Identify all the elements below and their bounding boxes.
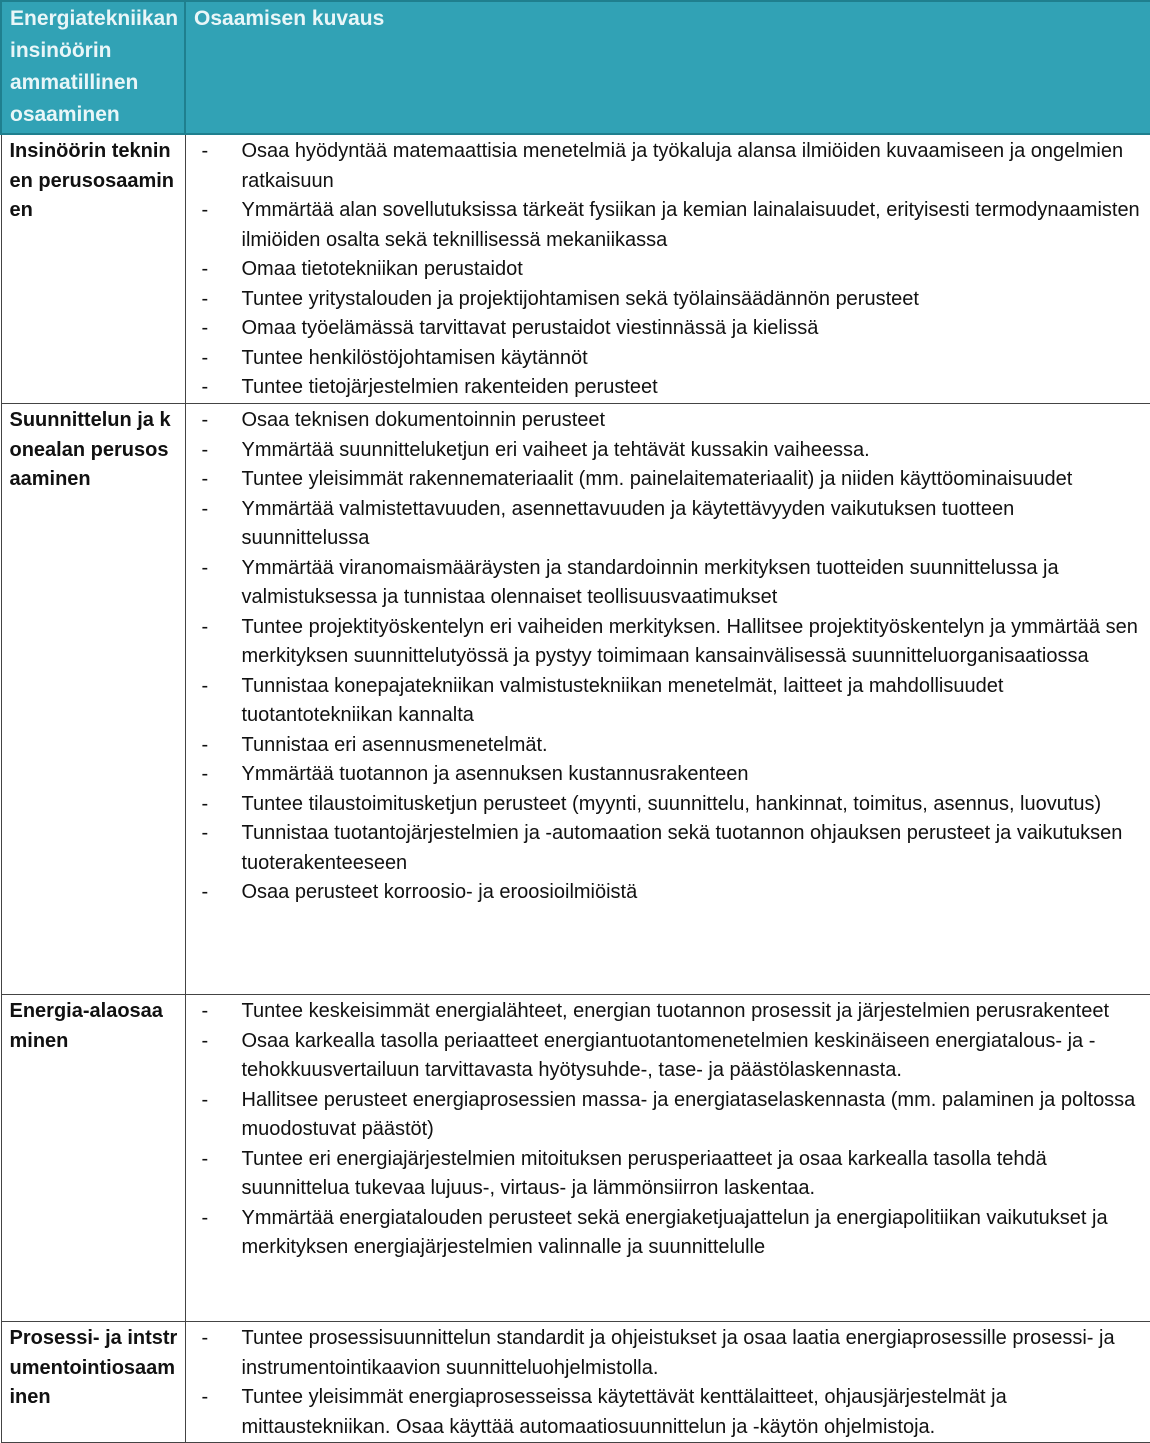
bullet-dash: - bbox=[201, 674, 209, 697]
bullet-dash: - bbox=[201, 376, 209, 398]
bullet-dash: - bbox=[201, 258, 209, 280]
bullet-dash: - bbox=[201, 615, 209, 638]
list-item: - Hallitsee perusteet energiaprosessien massa- ja energiataselaskennasta (mm. palaminen ja poltossa muodostuvat päästöt) bbox=[186, 1086, 1145, 1145]
description-cell bbox=[185, 134, 1150, 404]
bullet-dash: - bbox=[201, 822, 209, 844]
description-cell bbox=[185, 404, 1150, 995]
list-item: - Tunnistaa konepajatekniikan valmistustekniikan menetelmät, laitteet ja mahdollisuudet tuotantotekniikan kannalta bbox=[186, 672, 1145, 731]
list-item: - Osaa hyödyntää matemaattisia menetelmiä ja työkaluja alansa ilmiöiden kuvaamiseen ja ongelmien ratkaisuun bbox=[186, 137, 1145, 196]
competence-list bbox=[186, 406, 1145, 908]
bullet-dash: - bbox=[201, 468, 209, 490]
header-professional-competence: Energiatekniikan insinöörin ammatillinen osaaminen bbox=[1, 1, 185, 134]
list-item: - Omaa työelämässä tarvittavat perustaidot viestinnässä ja kielissä bbox=[186, 314, 1145, 344]
list-item: - Tuntee henkilöstöjohtamisen käytännöt bbox=[186, 344, 1145, 374]
bullet-dash: - bbox=[201, 1147, 209, 1170]
list-item: - Tuntee tietojärjestelmien rakenteiden perusteet bbox=[186, 373, 1145, 403]
bullet-dash: - bbox=[201, 1206, 209, 1229]
bullet-dash: - bbox=[201, 409, 209, 431]
bullet-dash: - bbox=[201, 1029, 209, 1052]
bullet-dash: - bbox=[201, 287, 209, 310]
header-competence-description: Osaamisen kuvaus bbox=[185, 1, 1150, 134]
table-row bbox=[1, 995, 1150, 1322]
bullet-dash: - bbox=[201, 140, 209, 162]
category-cell: Energia-alaosaaminen bbox=[1, 995, 185, 1322]
bullet-dash: - bbox=[201, 763, 209, 785]
bullet-dash: - bbox=[201, 881, 209, 903]
bullet-dash: - bbox=[201, 199, 209, 221]
list-item: - Osaa teknisen dokumentoinnin perusteet bbox=[186, 406, 1145, 436]
list-item: - Ymmärtää valmistettavuuden, asennettavuuden ja käytettävyyden vaikutuksen tuotteen suunnittelussa bbox=[186, 495, 1145, 554]
table-row bbox=[1, 1322, 1150, 1443]
list-item: - Omaa tietotekniikan perustaidot bbox=[186, 255, 1145, 285]
bullet-dash: - bbox=[201, 556, 209, 579]
category-cell: Insinöörin tekninen perusosaaminen bbox=[1, 134, 185, 404]
list-item: - Tuntee keskeisimmät energialähteet, energian tuotannon prosessit ja järjestelmien perusrakenteet bbox=[186, 997, 1145, 1027]
table-row bbox=[1, 134, 1150, 404]
list-item: - Osaa perusteet korroosio- ja eroosioilmiöistä bbox=[186, 878, 1145, 908]
list-item: - Ymmärtää viranomaismääräysten ja standardoinnin merkityksen tuotteiden suunnittelussa ja valmistuksessa ja tunnistaa olennaiset teollisuusvaatimukset bbox=[186, 554, 1145, 613]
list-item: - Tunnistaa eri asennusmenetelmät. bbox=[186, 731, 1145, 761]
list-item: - Tuntee projektityöskentelyn eri vaiheiden merkityksen. Hallitsee projektityöskentelyn ja ymmärtää sen merkityksen suunnittelutyössä ja pystyy toimimaan kansainvälisessä suunnitteluorganisaatiossa bbox=[186, 613, 1145, 672]
bullet-dash: - bbox=[201, 1000, 209, 1022]
list-item: - Tuntee eri energiajärjestelmien mitoituksen perusperiaatteet ja osaa karkealla tasolla tehdä suunnittelua tukevaa lujuus-, virtaus- ja lämmönsiirron laskentaa. bbox=[186, 1145, 1145, 1204]
list-item: - Tuntee yleisimmät energiaprosesseissa käytettävät kenttälaitteet, ohjausjärjestelmät ja mittaustekniikan. Osaa käyttää automaatiosuunnittelun ja -käytön ohjelmistoja. bbox=[186, 1383, 1145, 1442]
list-item: - Tuntee yleisimmät rakennemateriaalit (mm. painelaitemateriaalit) ja niiden käyttöominaisuudet bbox=[186, 465, 1145, 495]
list-item: - Ymmärtää energiatalouden perusteet sekä energiaketjuajattelun ja energiapolitiikan vaikutukset ja merkityksen energiajärjestelmien valinnalle ja suunnittelulle bbox=[186, 1204, 1145, 1263]
category-cell: Prosessi- ja intstrumentointiosaaminen bbox=[1, 1322, 185, 1443]
list-item: - Tunnistaa tuotantojärjestelmien ja -automaation sekä tuotannon ohjauksen perusteet ja vaikutuksen tuoterakenteeseen bbox=[186, 819, 1145, 878]
table-row bbox=[1, 404, 1150, 995]
bullet-dash: - bbox=[201, 792, 209, 815]
list-item: - Ymmärtää tuotannon ja asennuksen kustannusrakenteen bbox=[186, 760, 1145, 790]
category-cell: Suunnittelun ja konealan perusosaaminen bbox=[1, 404, 185, 995]
list-item: - Tuntee yritystalouden ja projektijohtamisen sekä työlainsäädännön perusteet bbox=[186, 285, 1145, 315]
bullet-dash: - bbox=[201, 1327, 209, 1349]
competence-list bbox=[186, 997, 1145, 1263]
bullet-dash: - bbox=[201, 346, 209, 369]
list-item: - Tuntee tilaustoimitusketjun perusteet (myynti, suunnittelu, hankinnat, toimitus, asennus, luovutus) bbox=[186, 790, 1145, 820]
description-cell bbox=[185, 995, 1150, 1322]
description-cell bbox=[185, 1322, 1150, 1443]
bullet-dash: - bbox=[201, 497, 209, 520]
bullet-dash: - bbox=[201, 317, 209, 339]
bullet-dash: - bbox=[201, 1386, 209, 1408]
table-header-row bbox=[1, 1, 1150, 134]
bullet-dash: - bbox=[201, 1088, 209, 1111]
bullet-dash: - bbox=[201, 438, 209, 461]
list-item: - Ymmärtää alan sovellutuksissa tärkeät fysiikan ja kemian lainalaisuudet, erityisesti termodynaamisten ilmiöiden osalta sekä teknillisessä mekaniikassa bbox=[186, 196, 1145, 255]
list-item: - Tuntee prosessisuunnittelun standardit ja ohjeistukset ja osaa laatia energiaprosessille prosessi- ja instrumentointikaavion suunnitteluohjelmistolla. bbox=[186, 1324, 1145, 1383]
competence-list bbox=[186, 1324, 1145, 1442]
bullet-dash: - bbox=[201, 733, 209, 756]
list-item: - Ymmärtää suunnitteluketjun eri vaiheet ja tehtävät kussakin vaiheessa. bbox=[186, 436, 1145, 466]
competence-list bbox=[186, 137, 1145, 403]
list-item: - Osaa karkealla tasolla periaatteet energiantuotantomenetelmien keskinäiseen energiatalous- ja -tehokkuusvertailuun tarvittavasta hyötysuhde-, tase- ja päästölaskennasta. bbox=[186, 1027, 1145, 1086]
